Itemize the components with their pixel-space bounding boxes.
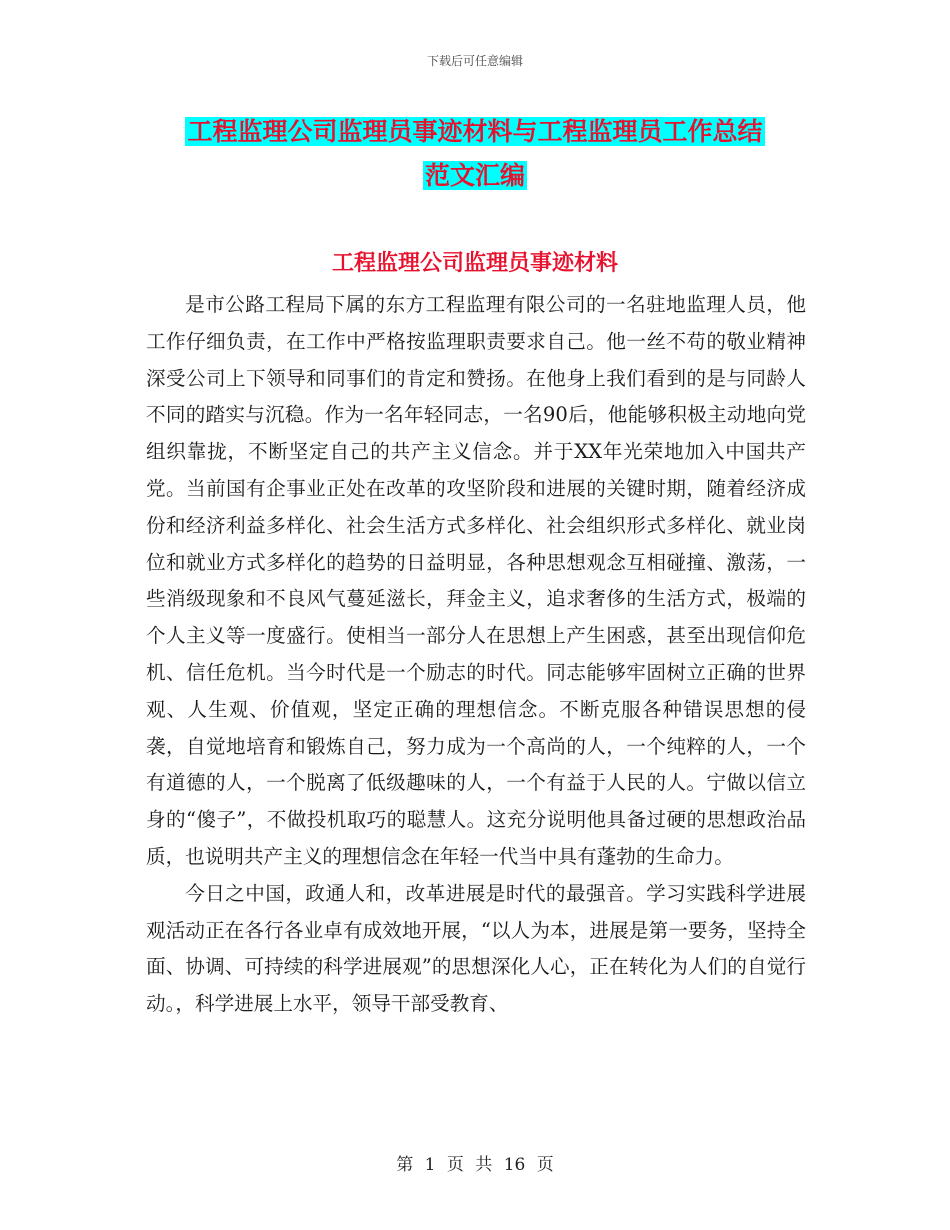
body-paragraph-1: 是市公路工程局下属的东方工程监理有限公司的一名驻地监理人员，他工作仔细负责，在工作中严格按监理职责要求自己。他一丝不苟的敬业精神深受公司上下领导和同事们的肯定和赞扬。在他身上我们看到的是与同龄人不同的踏实与沉稳。作为一名年轻同志，一名90后，他能够积极主动地向党组织靠拢，不断坚定自己的共产主义信念。并于XX年光荣地加入中国共产党。当前国有企事业正处在改革的攻坚阶段和进展的关键时期，随着经济成份和经济利益多样化、社会生活方式多样化、社会组织形式多样化、就业岗位和就业方式多样化的趋势的日益明显，各种思想观念互相碰撞、激荡，一些消级现象和不良风气蔓延滋长，拜金主义，追求奢侈的生活方式，极端的个人主义等一度盛行。使相当一部分人在思想上产生困惑，甚至出现信仰危机、信任危机。当今时代是一个励志的时代。同志能够牢固树立正确的世界观、人生观、价值观，坚定正确的理想信念。不断克服各种错误思想的侵袭，自觉地培育和锻炼自己，努力成为一个高尚的人，一个纯粹的人，一个有道德的人，一个脱离了低级趣味的人，一个有益于人民的人。宁做以信立身的“傻子”，不做投机取巧的聪慧人。这充分说明他具备过硬的思想政治品质，也说明共产主义的理想信念在年轻一代当中具有蓬勃的生命力。 bbox=[146, 293, 806, 868]
body-paragraph-2: 今日之中国，政通人和，改革进展是时代的最强音。学习实践科学进展观活动正在各行各业卓有成效地开展，“以人为本，进展是第一要务，坚持全面、协调、可持续的科学进展观”的思想深化人心，正在转化为人们的自觉行动。，科学进展上水平，领导干部受教育、 bbox=[146, 881, 806, 1016]
document-title-line-2: 范文汇编 bbox=[424, 161, 525, 190]
page-header-note: 下载后可任意编辑 bbox=[426, 54, 523, 68]
document-title bbox=[0, 110, 950, 198]
document-title-line-1: 工程监理公司监理员事迹材料与工程监理员工作总结 bbox=[187, 117, 763, 146]
document-body bbox=[146, 287, 806, 1023]
section-title: 工程监理公司监理员事迹材料 bbox=[331, 250, 618, 276]
page-number-footer: 第 1 页 共 16 页 bbox=[396, 1155, 554, 1175]
